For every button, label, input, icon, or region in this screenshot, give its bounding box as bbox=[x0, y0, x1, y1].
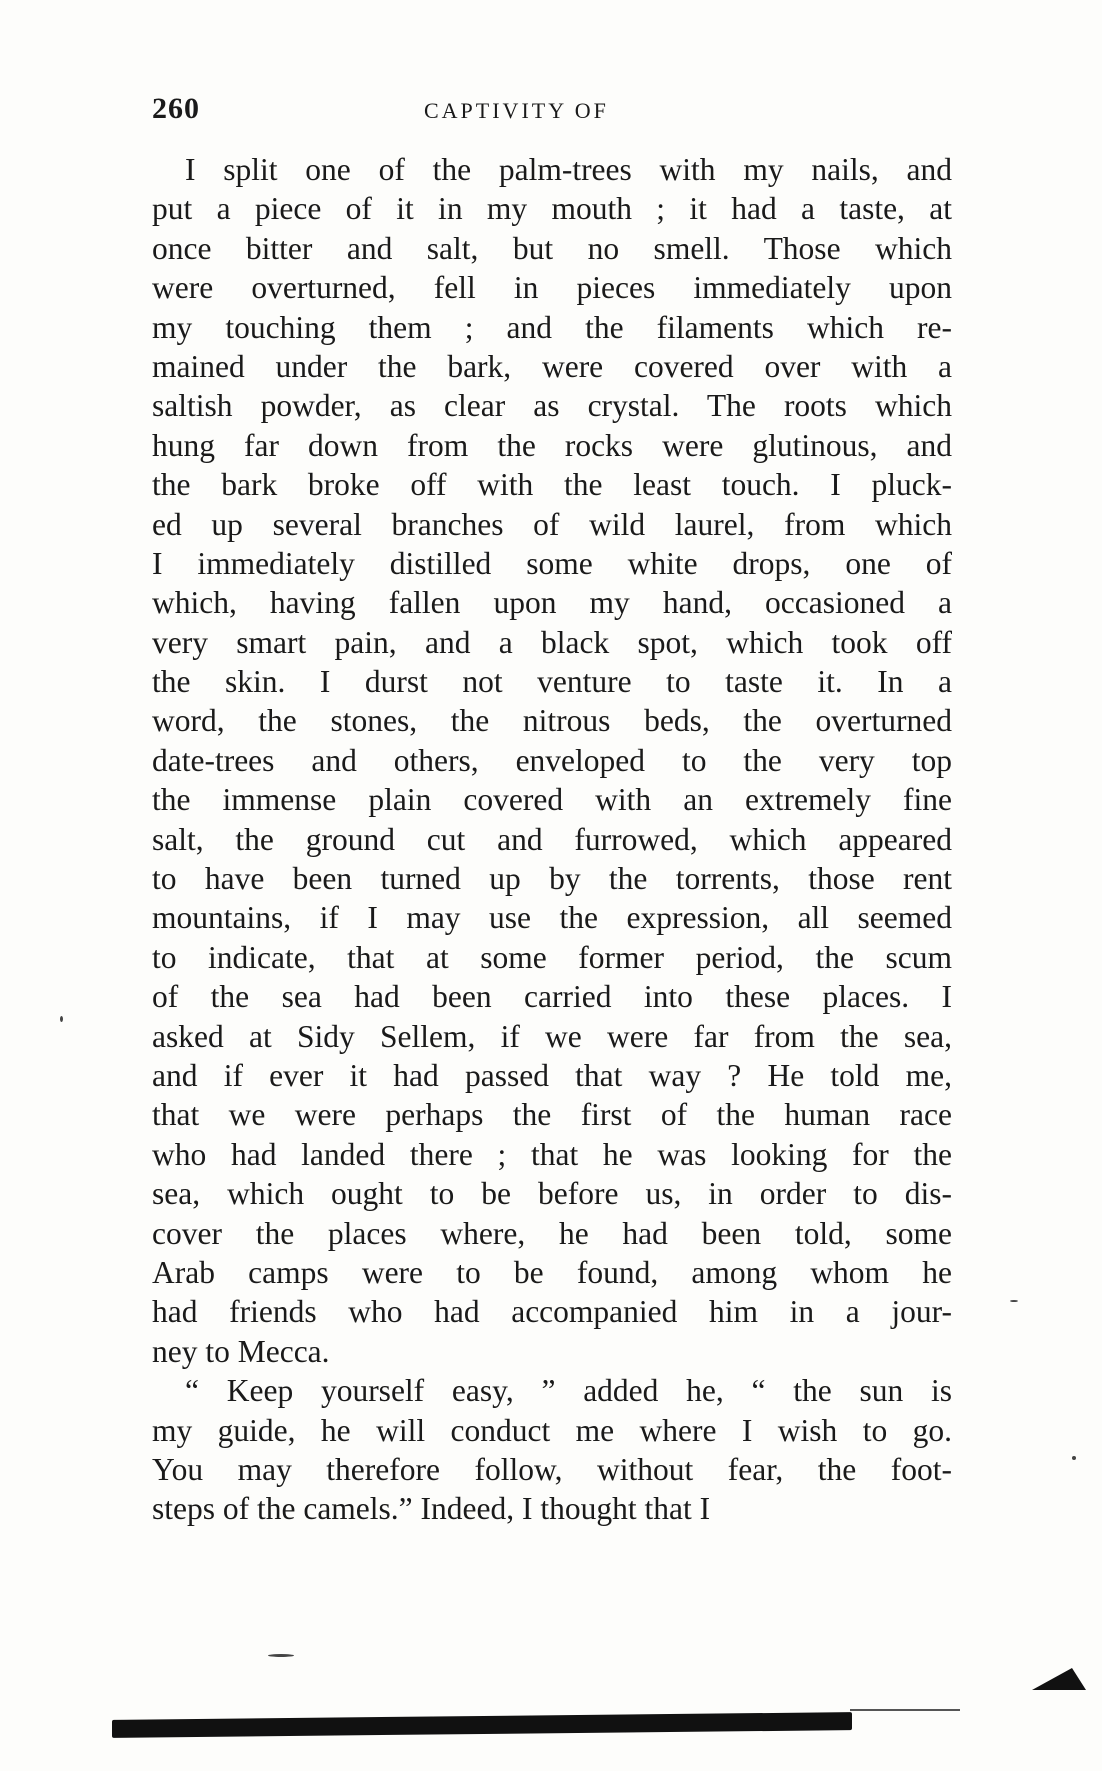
text-line: once bitter and salt, but no smell. Those which bbox=[152, 230, 952, 266]
text-line: to indicate, that at some former period, the scum bbox=[152, 939, 952, 975]
scan-speck bbox=[1072, 1456, 1076, 1460]
text-line: You may therefore follow, without fear, the foot- bbox=[152, 1451, 952, 1487]
text-line: steps of the camels.” Indeed, I thought that I bbox=[152, 1491, 711, 1527]
text-line: that we were perhaps the first of the human race bbox=[152, 1097, 952, 1133]
text-line: “ Keep yourself easy, ” added he, “ the sun is bbox=[185, 1373, 952, 1409]
text-line: the bark broke off with the least touch. I pluck- bbox=[152, 467, 952, 503]
text-line: salt, the ground cut and furrowed, which appeared bbox=[152, 821, 952, 857]
text-line: the immense plain covered with an extremely fine bbox=[152, 782, 952, 818]
text-line: my touching them ; and the filaments which re- bbox=[152, 309, 952, 345]
scan-speck bbox=[60, 1016, 63, 1022]
text-line: of the sea had been carried into these places. I bbox=[152, 979, 952, 1015]
scan-rule bbox=[112, 1712, 852, 1738]
running-head: CAPTIVITY OF bbox=[424, 98, 609, 123]
scan-rule-tail bbox=[850, 1709, 960, 1711]
text-line: mained under the bark, were covered over with a bbox=[152, 348, 952, 384]
scan-speck bbox=[268, 1654, 294, 1657]
text-line: cover the places where, he had been told, some bbox=[152, 1215, 952, 1251]
text-line: I split one of the palm-trees with my nails, and bbox=[185, 152, 952, 187]
text-line: sea, which ought to be before us, in order to dis- bbox=[152, 1176, 952, 1212]
text-line: which, having fallen upon my hand, occasioned a bbox=[152, 585, 952, 621]
text-line: were overturned, fell in pieces immediately upon bbox=[152, 270, 952, 306]
scan-speck bbox=[1010, 1300, 1018, 1302]
scan-mark bbox=[1032, 1668, 1086, 1690]
text-line: put a piece of it in my mouth ; it had a taste, at bbox=[152, 191, 952, 227]
text-line: mountains, if I may use the expression, all seemed bbox=[152, 900, 952, 936]
body-text bbox=[152, 150, 952, 1529]
text-line: I immediately distilled some white drops, one of bbox=[152, 545, 952, 581]
text-line: the skin. I durst not venture to taste it. In a bbox=[152, 664, 952, 700]
text-line: to have been turned up by the torrents, those rent bbox=[152, 861, 952, 897]
text-line: very smart pain, and a black spot, which took off bbox=[152, 624, 952, 660]
text-line: ney to Mecca. bbox=[152, 1333, 330, 1369]
text-line: my guide, he will conduct me where I wish to go. bbox=[152, 1412, 952, 1448]
text-line: had friends who had accompanied him in a jour- bbox=[152, 1294, 952, 1330]
text-line: who had landed there ; that he was looking for the bbox=[152, 1136, 952, 1172]
text-line: saltish powder, as clear as crystal. The roots which bbox=[152, 388, 952, 424]
text-line: hung far down from the rocks were glutinous, and bbox=[152, 427, 952, 463]
text-line: and if ever it had passed that way ? He told me, bbox=[152, 1057, 952, 1093]
text-line: ed up several branches of wild laurel, from which bbox=[152, 506, 952, 542]
page-number: 260 bbox=[152, 92, 200, 125]
text-line: asked at Sidy Sellem, if we were far from the sea, bbox=[152, 1018, 952, 1054]
text-line: date-trees and others, enveloped to the very top bbox=[152, 742, 952, 778]
page-header bbox=[152, 92, 952, 132]
text-line: Arab camps were to be found, among whom he bbox=[152, 1254, 952, 1290]
text-line: word, the stones, the nitrous beds, the overturned bbox=[152, 703, 952, 739]
